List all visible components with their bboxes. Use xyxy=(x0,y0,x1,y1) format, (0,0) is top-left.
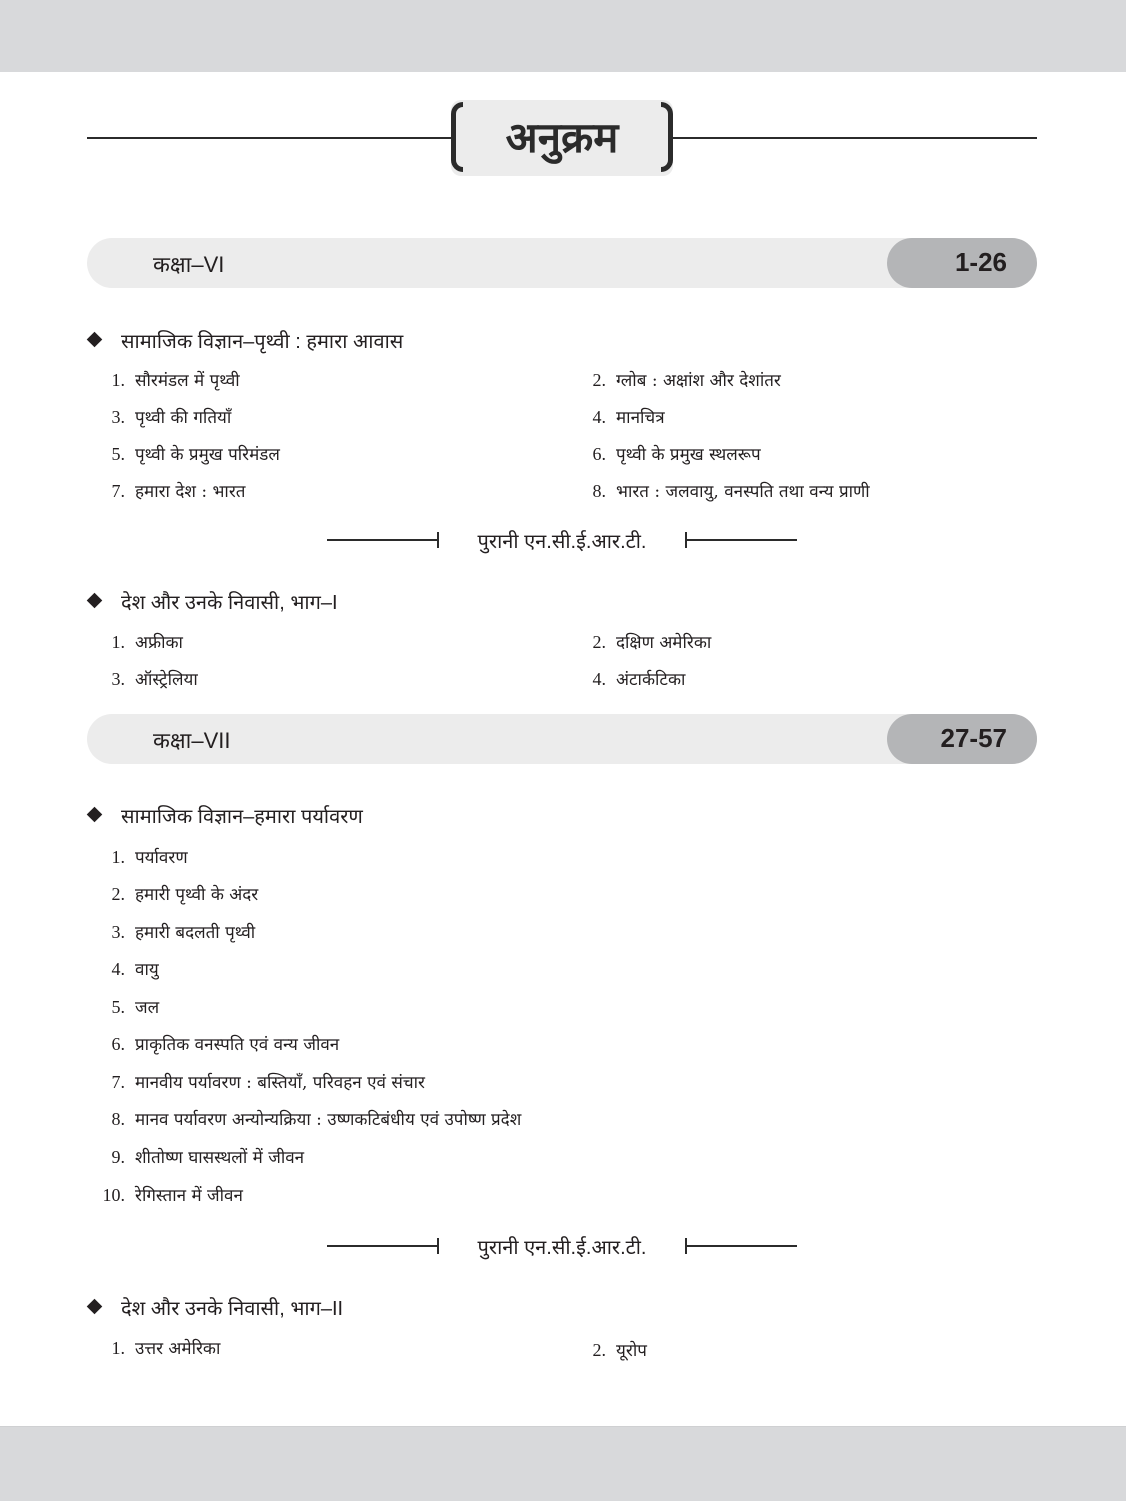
item-title: हमारा देश : भारत xyxy=(135,482,246,502)
item-title: यूरोप xyxy=(616,1341,647,1361)
toc-item[interactable] xyxy=(574,630,711,653)
toc-item[interactable] xyxy=(93,405,231,428)
divider-tick-left xyxy=(437,532,439,548)
item-title: पर्यावरण xyxy=(135,848,188,868)
divider-label: पुरानी एन.सी.ई.आर.टी. xyxy=(477,1237,647,1259)
divider-rule-left xyxy=(327,1245,437,1247)
item-number: 9. xyxy=(111,1147,125,1167)
item-title: वायु xyxy=(135,960,159,980)
divider-rule-left xyxy=(327,539,437,541)
divider-rule-right xyxy=(687,1245,797,1247)
item-number: 2. xyxy=(592,370,606,390)
item-title: सौरमंडल में पृथ्वी xyxy=(135,371,240,391)
diamond-bullet-icon xyxy=(87,807,103,823)
item-title: दक्षिण अमेरिका xyxy=(616,633,712,653)
item-number: 1. xyxy=(111,1338,125,1358)
item-title: ऑस्ट्रेलिया xyxy=(135,670,198,690)
toc-item[interactable] xyxy=(93,1070,425,1093)
item-title: मानचित्र xyxy=(616,408,665,428)
item-title: प्राकृतिक वनस्पति एवं वन्य जीवन xyxy=(135,1035,340,1055)
divider-rule-right xyxy=(687,539,797,541)
class-bar-vi xyxy=(87,238,1037,288)
diamond-bullet-icon xyxy=(87,332,103,348)
toc-item[interactable] xyxy=(93,630,183,653)
item-number: 4. xyxy=(592,407,606,427)
item-number: 4. xyxy=(592,669,606,689)
item-number: 1. xyxy=(111,632,125,652)
title-box xyxy=(451,100,673,176)
item-number: 10. xyxy=(102,1185,125,1205)
section-title: सामाजिक विज्ञान–हमारा पर्यावरण xyxy=(121,806,363,828)
item-number: 1. xyxy=(111,847,125,867)
toc-item[interactable] xyxy=(93,1145,304,1168)
item-number: 3. xyxy=(111,922,125,942)
toc-item[interactable] xyxy=(93,1032,339,1055)
toc-item[interactable] xyxy=(93,479,245,502)
item-title: उत्तर अमेरिका xyxy=(135,1339,221,1359)
toc-item[interactable] xyxy=(93,1183,243,1206)
toc-item[interactable] xyxy=(93,368,240,391)
toc-item[interactable] xyxy=(574,368,781,391)
toc-item[interactable] xyxy=(93,957,159,980)
item-title: शीतोष्ण घासस्थलों में जीवन xyxy=(135,1148,305,1168)
item-number: 3. xyxy=(111,669,125,689)
item-title: अंटार्कटिका xyxy=(616,670,686,690)
toc-item[interactable] xyxy=(93,667,198,690)
item-title: पृथ्वी की गतियाँ xyxy=(135,408,232,428)
item-number: 5. xyxy=(111,444,125,464)
section-title: देश और उनके निवासी, भाग–I xyxy=(121,592,338,614)
page-range: 27-57 xyxy=(940,723,1007,753)
page-range: 1-26 xyxy=(954,247,1007,277)
item-title: मानवीय पर्यावरण : बस्तियाँ, परिवहन एवं संचार xyxy=(135,1073,425,1093)
toc-item[interactable] xyxy=(574,1338,647,1361)
contents-title-block xyxy=(87,100,1037,176)
item-title: पृथ्वी के प्रमुख स्थलरूप xyxy=(616,445,761,465)
item-title: ग्लोब : अक्षांश और देशांतर xyxy=(616,371,781,391)
section-title: सामाजिक विज्ञान–पृथ्वी : हमारा आवास xyxy=(121,331,404,353)
item-number: 8. xyxy=(111,1109,125,1129)
item-number: 2. xyxy=(111,884,125,904)
toc-item[interactable] xyxy=(93,882,258,905)
class-label: कक्षा–VII xyxy=(153,728,231,753)
toc-item[interactable] xyxy=(93,995,159,1018)
toc-item[interactable] xyxy=(574,442,761,465)
item-number: 2. xyxy=(592,1340,606,1360)
item-number: 5. xyxy=(111,997,125,1017)
item-number: 4. xyxy=(111,959,125,979)
top-margin-band xyxy=(0,0,1126,72)
toc-item[interactable] xyxy=(574,405,665,428)
title-rule-left xyxy=(87,137,453,139)
diamond-bullet-icon xyxy=(87,593,103,609)
item-title: भारत : जलवायु, वनस्पति तथा वन्य प्राणी xyxy=(616,482,870,502)
diamond-bullet-icon xyxy=(87,1299,103,1315)
page-range-pill xyxy=(887,714,1037,764)
item-number: 7. xyxy=(111,1072,125,1092)
item-number: 7. xyxy=(111,481,125,501)
item-number: 2. xyxy=(592,632,606,652)
old-ncert-divider xyxy=(327,1230,797,1260)
toc-item[interactable] xyxy=(93,1336,220,1359)
page-title: अनुक्रम xyxy=(505,113,619,162)
divider-tick-left xyxy=(437,1238,439,1254)
toc-item[interactable] xyxy=(93,1107,521,1130)
toc-item[interactable] xyxy=(93,845,188,868)
item-title: पृथ्वी के प्रमुख परिमंडल xyxy=(135,445,280,465)
item-title: मानव पर्यावरण अन्योन्यक्रिया : उष्णकटिबंधीय एवं उपोष्ण प्रदेश xyxy=(135,1110,522,1130)
bottom-margin-band xyxy=(0,1426,1126,1501)
item-number: 6. xyxy=(592,444,606,464)
toc-item[interactable] xyxy=(93,442,280,465)
item-number: 1. xyxy=(111,370,125,390)
item-number: 8. xyxy=(592,481,606,501)
item-number: 6. xyxy=(111,1034,125,1054)
old-ncert-divider xyxy=(327,524,797,554)
item-title: रेगिस्तान में जीवन xyxy=(135,1186,243,1206)
item-title: अफ्रीका xyxy=(135,633,183,653)
divider-label: पुरानी एन.सी.ई.आर.टी. xyxy=(477,531,647,553)
toc-item[interactable] xyxy=(574,479,870,502)
item-number: 3. xyxy=(111,407,125,427)
item-title: हमारी बदलती पृथ्वी xyxy=(135,923,256,943)
class-bar-vii xyxy=(87,714,1037,764)
title-rule-right xyxy=(673,137,1037,139)
page-range-pill xyxy=(887,238,1037,288)
class-label: कक्षा–VI xyxy=(153,252,225,277)
section-title: देश और उनके निवासी, भाग–II xyxy=(121,1298,344,1320)
toc-item[interactable] xyxy=(574,667,685,690)
item-title: जल xyxy=(135,998,160,1018)
toc-item[interactable] xyxy=(93,920,255,943)
item-title: हमारी पृथ्वी के अंदर xyxy=(135,885,259,905)
